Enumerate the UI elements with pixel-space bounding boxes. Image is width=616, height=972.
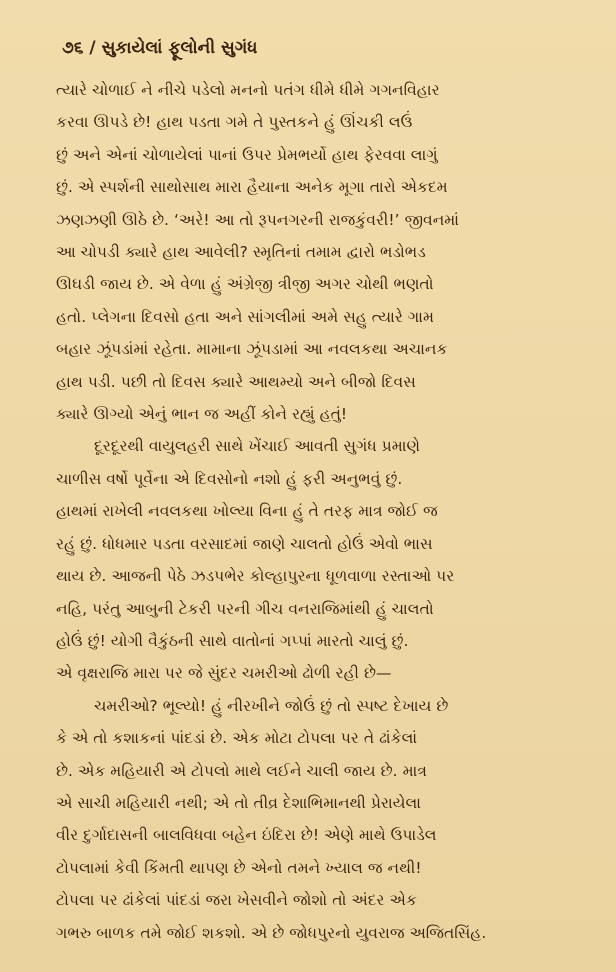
text-line: કરવા ઊપડે છે! હાથ પડતા ગમે તે પુસ્તકને હું ઊંચકી લઉં (56, 113, 413, 132)
text-line: ઝણઝણી ઊઠે છે. ‘અરે! આ તો રૂપનગરની રાજકુંવરી!’ જીવનમાં (56, 210, 459, 229)
text-line: ટોપલામાં કેવી કિંમતી થાપણ છે એનો તમને ખ્યાલ જ નથી! (56, 858, 422, 877)
text-line: છે. એક મહિયારી એ ટોપલો માથે લઈને ચાલી જાય છે. માત્ર (56, 761, 427, 780)
text-line: વીર દુર્ગાદાસની બાલવિધવા બહેન ઇંદિરા છે! એણે માથે ઉપાડેલ (56, 826, 437, 845)
text-line: હાથમાં રાખેલી નવલકથા ખોલ્યા વિના હું તે તરફ માત્ર જોઈ જ (56, 502, 438, 521)
text-line: ટોપલા પર ઢાંકેલાં પાંદડાં જરા ખેસવીને જોશો તો અંદર એક (56, 891, 417, 910)
text-line: ત્યારે ચોળાઈ ને નીચે પડેલો મનનો પતંગ ધીમે ધીમે ગગનવિહાર (56, 81, 440, 99)
header-separator: / (89, 38, 96, 58)
page-number: ૭૬ (62, 38, 84, 58)
text-line: કે એ તો કશાકનાં પાંદડાં છે. એક મોટા ટોપલા પર તે ઢાંકેલાં (56, 729, 418, 748)
text-line: એ વૃક્ષરાજિ મારા પર જે સુંદર ચમરીઓ ઢોળી રહી છે— (56, 664, 392, 683)
text-line: એ સાચી મહિયારી નથી; એ તો તીવ્ર દેશાભિમાનથી પ્રેરાયેલા (56, 793, 421, 812)
text-line: થાય છે. આજની પેઠે ઝડપભેર કોલ્હાપુરના ધૂળવાળા રસ્તાઓ પર (56, 567, 455, 586)
text-line: ઊઘડી જાય છે. એ વેળા હું અંગ્રેજી ત્રીજી અગર ચોથી ભણતો (56, 275, 434, 294)
text-line: બહાર ઝૂંપડાંમાં રહેતા. મામાના ઝૂંપડામાં આ નવલકથા અચાનક (56, 340, 448, 359)
text-line: ચમરીઓ? ભૂલ્યો! હું નીરખીને જોઉં છું તો સ્પષ્ટ દેખાય છે (94, 696, 449, 715)
paragraph-2 (56, 430, 576, 689)
paragraph-1 (56, 74, 576, 430)
text-line: છું. એ સ્પર્શની સાથોસાથ મારા હૈયાના અનેક મૂગા તારો એકદમ (56, 178, 448, 197)
text-line: ગભરુ બાળક તમે જોઈ શકશો. એ છે જોધપુરનો યુવરાજ અજિતસિંહ. (56, 923, 487, 942)
text-line: હતો. પ્લેગના દિવસો હતા અને સાંગલીમાં અમે સહુ ત્યારે ગામ (56, 307, 434, 326)
text-line: રહું છું. ધોધમાર પડતા વરસાદમાં જાણે ચાલતો હોઉં એવો ભાસ (56, 534, 433, 553)
text-line: ચાળીસ વર્ષો પૂર્વેના એ દિવસોનો નશો હું ફરી અનુભવું છું. (56, 469, 403, 488)
text-line: હાથ પડી. પછી તો દિવસ ક્યારે આથમ્યો અને બીજો દિવસ (56, 372, 416, 391)
text-line: નહિ, પરંતુ આબુની ટેકરી પરની ગીચ વનરાજિમાંથી હું ચાલતો (56, 599, 434, 618)
text-line: દૂરદૂરથી વાયુલહરી સાથે ખેંચાઈ આવતી સુગંધ પ્રમાણે (94, 437, 420, 456)
text-line: આ ચોપડી ક્યારે હાથ આવેલી? સ્મૃતિનાં તમામ દ્વારો ભડોભડ (56, 243, 426, 262)
text-line: ક્યારે ઊગ્યો એનું ભાન જ અહીં કોને રહ્યું હતું! (56, 405, 348, 424)
text-line: હોઉં છું! યોગી વૈકુંઠની સાથે વાતોનાં ગપ્પાં મારતો ચાલું છું. (56, 631, 409, 650)
text-line: છું અને એનાં ચોળાયેલાં પાનાં ઉપર પ્રેમભર્યો હાથ ફેરવવા લાગું (56, 145, 438, 164)
running-header (62, 36, 576, 60)
paragraph-3 (56, 690, 576, 949)
book-title: સુકાયેલાં ફૂલોની સુગંધ (101, 38, 258, 58)
